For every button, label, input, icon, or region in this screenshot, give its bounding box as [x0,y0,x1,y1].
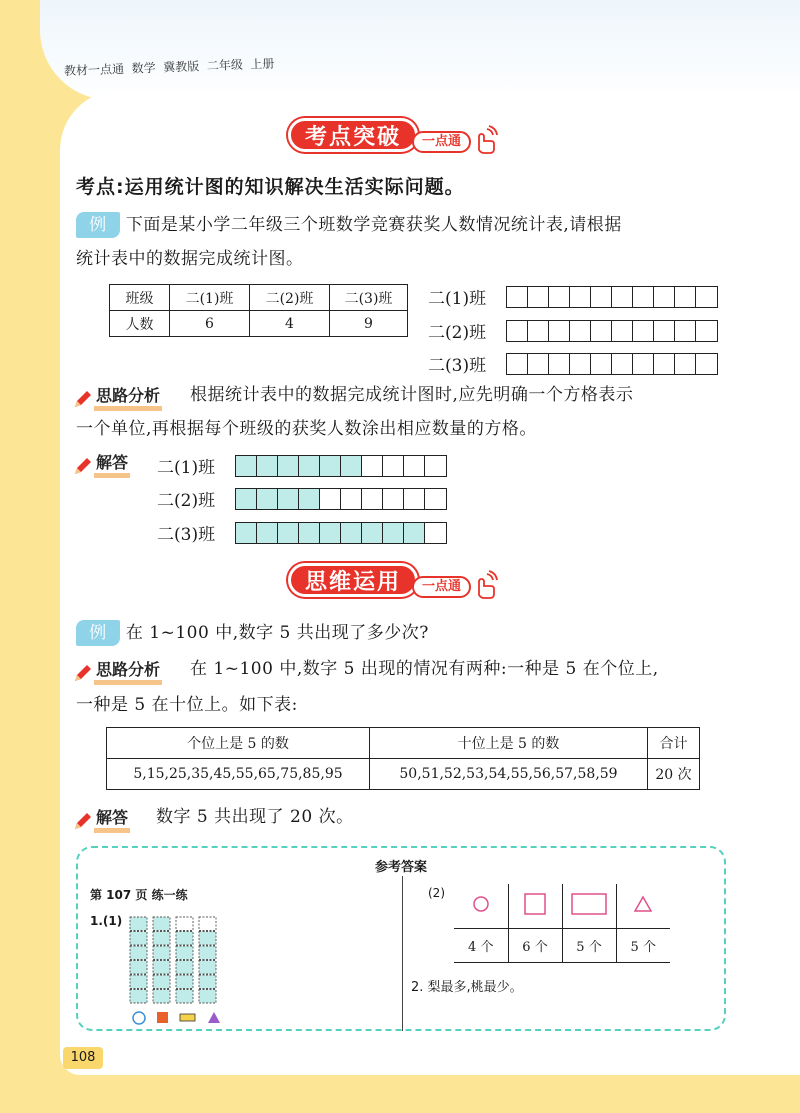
answer-label: 解答 [94,453,130,478]
page-top-fade [40,0,800,100]
grid-row-label: 二(3)班 [428,356,487,376]
grid-cell [549,287,570,307]
grid-cell [654,354,675,374]
pictograph-cell-filled [176,932,193,946]
grid-cell-filled [278,523,299,543]
table-header-cell: 二(1)班 [170,285,250,311]
analysis-label: 思路分析 [94,660,162,685]
grid-cell [425,523,446,543]
grid-cell [383,456,404,476]
table-cell [508,884,562,928]
blank-grid [506,286,718,308]
grid-cell-filled [362,523,383,543]
pictograph-cell-filled [153,932,170,946]
pictograph-cell-filled [199,946,216,960]
pictograph-cell-filled [199,961,216,975]
pictograph-cell [176,917,193,931]
pointing-hand-icon [473,570,499,600]
pictograph-cell-filled [130,961,147,975]
grid-cell [362,489,383,509]
grid-cell [633,321,654,341]
grid-cell [654,287,675,307]
table-cell: 50,51,52,53,54,55,56,57,58,59 [370,759,648,790]
grid-row-label: 二(1)班 [157,458,216,478]
grid-cell [383,489,404,509]
grid-cell [362,456,383,476]
section-tag: 一点通 [412,131,471,153]
digit-count-table [106,727,700,790]
grid-cell-filled [257,523,278,543]
grid-cell [675,354,696,374]
table-cell: 9 [330,311,408,337]
grid-cell [696,354,717,374]
pictograph-chart [128,912,228,1030]
answer-label: 解答 [94,808,130,833]
grid-row-label: 二(2)班 [157,491,216,511]
analysis-line1: 根据统计表中的数据完成统计图时,应先明确一个方格表示 [190,385,634,405]
pictograph-cell-filled [130,946,147,960]
grid-cell-filled [257,456,278,476]
grid-cell [507,287,528,307]
grid-cell-filled [404,523,425,543]
grid-cell-filled [299,456,320,476]
grid-row-label: 二(1)班 [428,289,487,309]
table-row [110,285,408,311]
grid-cell [425,456,446,476]
pictograph-cell-filled [153,990,170,1004]
reference-answer-box [76,846,726,1031]
square-icon [157,1012,168,1023]
grid-cell [549,321,570,341]
table-cell [454,884,508,928]
grid-cell-filled [320,456,341,476]
answer-tag [72,808,130,833]
pictograph-cell-filled [130,917,147,931]
grid-cell-filled [299,523,320,543]
pointing-hand-icon [473,125,499,155]
analysis-tag [72,386,162,411]
grid-cell [404,456,425,476]
grid-cell [591,321,612,341]
grid-cell [507,354,528,374]
blank-grid-row [428,318,718,343]
grid-cell [404,489,425,509]
reference-q3: 2. 梨最多,桃最少。 [411,980,523,995]
running-head: 教材一点通 数学 冀教版 二年级 上册 [63,56,275,78]
pictograph-cell-filled [153,917,170,931]
section-title: 考点突破 [288,118,418,152]
table-row [454,928,670,962]
pictograph-cell-filled [176,946,193,960]
grid-cell [612,354,633,374]
table-header-cell: 合计 [648,728,700,759]
pictograph-cell-filled [153,975,170,989]
answer-grid [235,488,447,510]
grid-cell [591,287,612,307]
table-cell: 人数 [110,311,170,337]
grid-cell-filled [383,523,404,543]
pictograph-cell-filled [199,990,216,1004]
pencil-icon [72,810,94,832]
table-row [110,311,408,337]
grid-cell-filled [236,489,257,509]
pictograph-cell-filled [130,990,147,1004]
blank-grid-row [428,284,718,309]
table-cell [616,884,670,928]
analysis-label: 思路分析 [94,386,162,411]
grid-cell-filled [278,456,299,476]
blank-grid [506,320,718,342]
grid-cell [507,321,528,341]
grid-cell-filled [299,489,320,509]
grid-cell [570,354,591,374]
answer-grid-row [157,453,447,478]
table-cell: 4 [250,311,330,337]
table-header-cell: 个位上是 5 的数 [107,728,370,759]
grid-cell-filled [278,489,299,509]
table-cell: 6 [170,311,250,337]
table-cell: 4 个 [454,928,508,962]
grid-row-label: 二(2)班 [428,323,487,343]
example1-line2: 统计表中的数据完成统计图。 [76,249,304,269]
table-cell: 6 个 [508,928,562,962]
table-cell [562,884,616,928]
reference-page-label: 第 107 页 练一练 [90,888,188,902]
analysis-line1: 在 1~100 中,数字 5 出现的情况有两种:一种是 5 在个位上, [190,659,659,679]
pictograph-cell-filled [153,946,170,960]
reference-q1-label: 1.(1) [90,914,123,928]
analysis-line2: 一个单位,再根据每个班级的获奖人数涂出相应数量的方格。 [76,419,537,439]
table-header-cell: 班级 [110,285,170,311]
grid-cell [675,287,696,307]
pictograph-cell-filled [130,932,147,946]
rectangle-icon [180,1014,195,1021]
example2-text [76,616,429,650]
pictograph-cell-filled [176,975,193,989]
pencil-icon [72,455,94,477]
section-banner-siwei [288,557,499,603]
answer-grid-row [157,486,447,511]
answer-grid [235,522,447,544]
example-badge: 例 [76,212,120,238]
example1-line1: 下面是某小学二年级三个班数学竞赛获奖人数情况统计表,请根据 [125,215,622,235]
grid-cell-filled [320,523,341,543]
grid-cell [528,321,549,341]
grid-cell-filled [236,456,257,476]
square-icon [523,892,547,916]
pencil-icon [72,388,94,410]
triangle-icon [208,1012,220,1023]
reference-title: 参考答案 [374,860,427,875]
grid-cell [696,287,717,307]
circle-icon [471,894,491,914]
table-cell: 5 个 [616,928,670,962]
shape-count-table [454,884,670,963]
grid-cell [675,321,696,341]
pictograph-cell-filled [199,932,216,946]
grid-cell [549,354,570,374]
blank-grid-row [428,351,718,376]
analysis-tag [72,660,162,685]
section-title: 思维运用 [288,563,418,597]
answer-tag [72,453,130,478]
grid-cell-filled [236,523,257,543]
grid-cell [633,287,654,307]
reference-q2-label: (2) [428,886,445,900]
pictograph-cell [199,917,216,931]
grid-cell [570,321,591,341]
example-badge: 例 [76,620,120,646]
pictograph-cell-filled [176,961,193,975]
table-row [454,884,670,928]
table-header-cell: 十位上是 5 的数 [370,728,648,759]
pictograph-cell-filled [199,975,216,989]
triangle-icon [633,894,653,914]
grid-cell [320,489,341,509]
grid-cell-filled [341,523,362,543]
grid-cell [633,354,654,374]
section-banner-kaodian [288,112,499,158]
table-cell: 5,15,25,35,45,55,65,75,85,95 [107,759,370,790]
grid-row-label: 二(3)班 [157,525,216,545]
table-header-cell: 二(3)班 [330,285,408,311]
table-row [107,728,700,759]
table-header-cell: 二(2)班 [250,285,330,311]
pictograph-cell-filled [176,990,193,1004]
grid-cell [591,354,612,374]
grid-cell-filled [257,489,278,509]
example1-text [76,208,736,242]
grid-cell [612,287,633,307]
analysis-line2: 一种是 5 在十位上。如下表: [76,695,298,715]
award-stat-table [109,284,408,337]
page-number: 108 [63,1047,103,1069]
blank-grid [506,353,718,375]
pictograph-cell-filled [153,961,170,975]
grid-cell [528,287,549,307]
example2-question: 在 1~100 中,数字 5 共出现了多少次? [125,623,429,643]
rectangle-icon [570,892,608,916]
reference-divider [402,876,403,1031]
grid-cell [612,321,633,341]
key-point-heading: 考点:运用统计图的知识解决生活实际问题。 [76,176,465,198]
table-row [107,759,700,790]
grid-cell-filled [341,456,362,476]
grid-cell [341,489,362,509]
circle-icon [133,1012,145,1024]
grid-cell [654,321,675,341]
section-tag: 一点通 [412,576,471,598]
grid-cell [696,321,717,341]
grid-cell [570,287,591,307]
table-cell: 5 个 [562,928,616,962]
grid-cell [425,489,446,509]
pencil-icon [72,662,94,684]
grid-cell [528,354,549,374]
answer-grid-row [157,520,447,545]
table-cell: 20 次 [648,759,700,790]
answer-text: 数字 5 共出现了 20 次。 [156,807,354,827]
pictograph-cell-filled [130,975,147,989]
answer-grid [235,455,447,477]
